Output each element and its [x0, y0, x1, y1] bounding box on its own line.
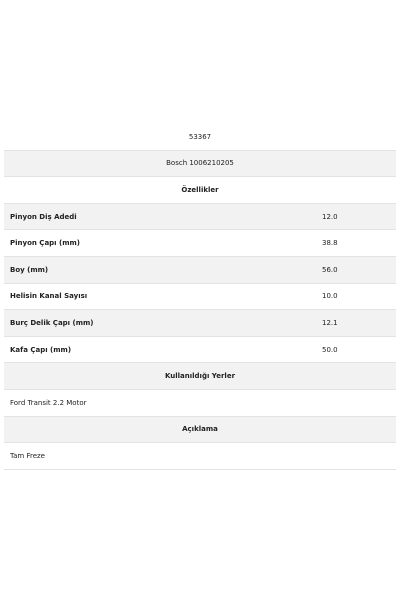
product-reference-row — [4, 151, 396, 178]
spec-value: 56.0 — [322, 265, 338, 274]
usage-header-label: Kullanıldığı Yerler — [164, 372, 236, 381]
spec-label: Boy (mm) — [10, 265, 49, 274]
product-code-row — [4, 124, 396, 151]
specs-header-label: Özellikler — [181, 185, 219, 194]
spec-row — [4, 284, 396, 311]
usage-header — [4, 363, 396, 390]
specs-header — [4, 177, 396, 204]
spec-label: Pinyon Çapı (mm) — [10, 239, 80, 248]
usage-row — [4, 390, 396, 417]
spec-label: Helisin Kanal Sayısı — [10, 292, 88, 301]
spec-row — [4, 204, 396, 231]
spec-row — [4, 230, 396, 257]
description-header — [4, 417, 396, 444]
spec-value: 50.0 — [322, 345, 338, 354]
spec-value: 12.1 — [322, 318, 338, 327]
spec-row — [4, 310, 396, 337]
spec-label: Burç Delik Çapı (mm) — [10, 318, 94, 327]
spec-row — [4, 257, 396, 284]
description-row — [4, 443, 396, 470]
description-text: Tam Freze — [10, 451, 45, 460]
product-reference: Bosch 1006210205 — [166, 159, 234, 168]
description-header-label: Açıklama — [182, 425, 218, 434]
spec-value: 12.0 — [322, 212, 338, 221]
spec-value: 10.0 — [322, 292, 338, 301]
spec-value: 38.8 — [322, 239, 338, 248]
spec-label: Kafa Çapı (mm) — [10, 345, 72, 354]
spec-label: Pinyon Diş Adedi — [10, 212, 77, 221]
spec-row — [4, 337, 396, 364]
usage-item: Ford Transit 2.2 Motor — [10, 398, 87, 407]
product-spec-table — [4, 124, 396, 470]
product-code: 53367 — [188, 132, 212, 141]
